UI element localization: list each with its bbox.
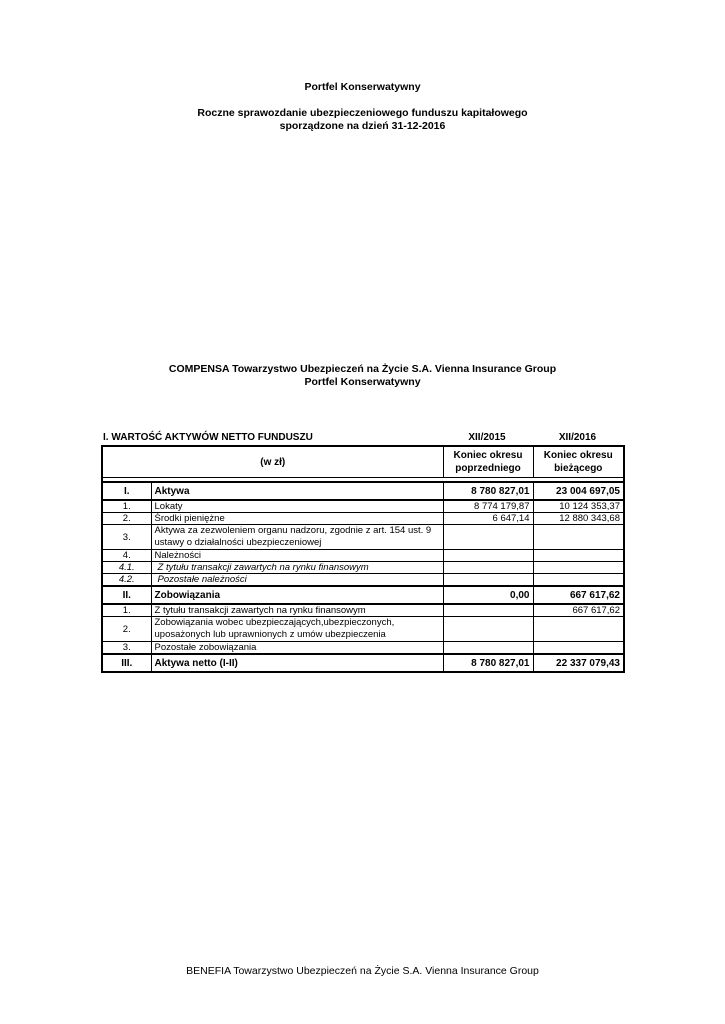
table-row: I. Aktywa 8 780 827,01 23 004 697,05	[102, 482, 624, 500]
document-title: Portfel Konserwatywny	[304, 81, 421, 93]
table-row: 2. Zobowiązania wobec ubezpieczających,ubezpieczonych, uposażonych lub uprawnionych z umów ubezpieczenia	[102, 617, 624, 642]
table-row: 4. Należności	[102, 550, 624, 562]
table-row: 4.1. Z tytułu transakcji zawartych na rynku finansowym	[102, 562, 624, 574]
footer-text: BENEFIA Towarzystwo Ubezpieczeń na Życie S.A. Vienna Insurance Group	[186, 965, 539, 977]
table-row: II. Zobowiązania 0,00 667 617,62	[102, 586, 624, 604]
table-row: III. Aktywa netto (I-II) 8 780 827,01 22 337 079,43	[102, 654, 624, 672]
column-header-previous: Koniec okresu poprzedniego	[443, 446, 533, 478]
table-row: 3. Aktywa za zezwoleniem organu nadzoru, zgodnie z art. 154 ust. 9 ustawy o działalności ubezpieczeniowej	[102, 525, 624, 550]
report-title-line1: Roczne sprawozdanie ubezpieczeniowego funduszu kapitałowego	[197, 107, 528, 119]
fund-name: Portfel Konserwatywny	[304, 376, 421, 388]
report-title-line2: sporządzone na dzień 31-12-2016	[279, 120, 446, 132]
unit-header: (w zł)	[102, 446, 443, 478]
company-name: COMPENSA Towarzystwo Ubezpieczeń na Życie S.A. Vienna Insurance Group	[168, 363, 557, 375]
section-title: I. WARTOŚĆ AKTYWÓW NETTO FUNDUSZU	[103, 432, 313, 443]
column-header-current: Koniec okresu bieżącego	[533, 446, 624, 478]
period-previous: XII/2015	[468, 432, 506, 443]
table-row: 1. Lokaty 8 774 179,87 10 124 353,37	[102, 500, 624, 513]
table-row: 4.2. Pozostałe należności	[102, 574, 624, 587]
table-row: 3. Pozostałe zobowiązania	[102, 642, 624, 655]
table-row: 1. Z tytułu transakcji zawartych na rynku finansowym 667 617,62	[102, 604, 624, 617]
period-current: XII/2016	[558, 432, 597, 443]
table-row: 2. Środki pieniężne 6 647,14 12 880 343,68	[102, 513, 624, 525]
net-assets-table	[101, 445, 625, 673]
